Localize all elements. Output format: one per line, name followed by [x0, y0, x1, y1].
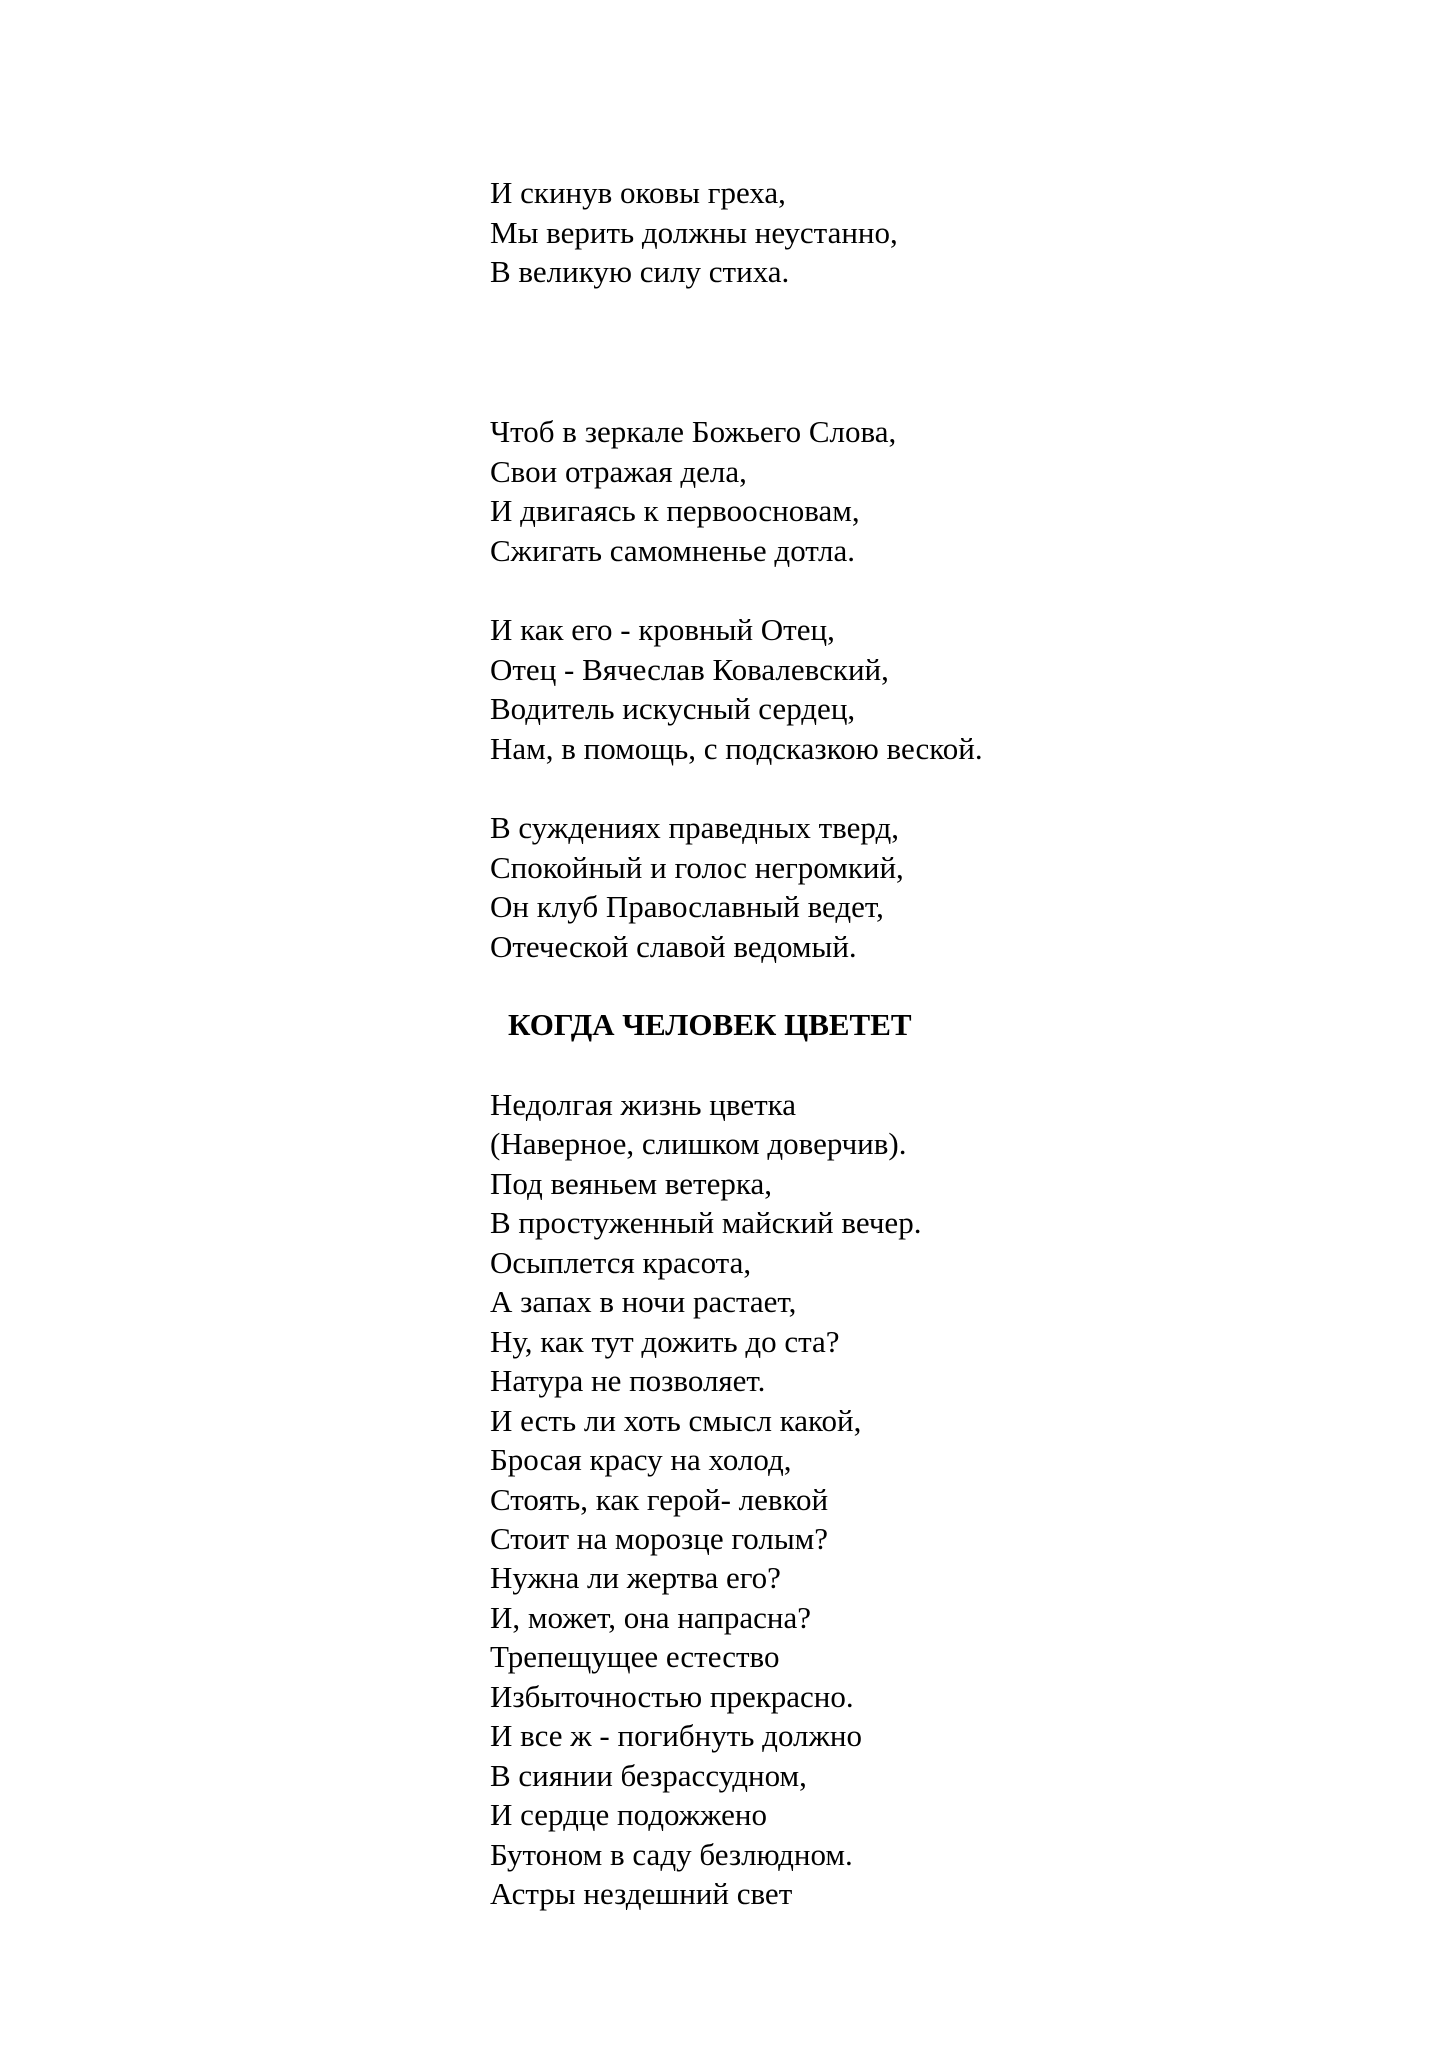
poem-body [490, 1085, 1390, 1914]
poem-line: Под веяньем ветерка, [490, 1165, 772, 1201]
poem-line: Трепещущее естество [490, 1639, 780, 1675]
poem-line: Водитель искусный сердец, [490, 691, 856, 726]
poem-line: Свои отражая дела, [490, 453, 747, 489]
poem-line: В великую силу стиха. [490, 254, 790, 289]
stanza [490, 173, 1390, 292]
stanza [490, 808, 1390, 966]
poem-line: Сжигать самомненье дотла. [490, 532, 856, 568]
poem-line: Стоит на морозце голым? [490, 1520, 829, 1556]
poem-line: В простуженный майский вечер. [490, 1205, 922, 1241]
poem-line: Стоять, как герой- левкой [490, 1481, 829, 1517]
stanza [490, 412, 1390, 570]
poem-line: Осыплется красота, [490, 1244, 752, 1280]
poem-line: В суждениях праведных тверд, [490, 810, 899, 845]
poem-line: Нам, в помощь, с подсказкою веской. [490, 730, 983, 766]
poem-line: И, может, она напрасна? [490, 1599, 811, 1635]
poem-line: Отец - Вячеслав Ковалевский, [490, 651, 889, 687]
poem-line: И как его - кровный Отец, [490, 612, 835, 647]
poem-line: Бросая красу на холод, [490, 1442, 792, 1478]
poem-line: Он клуб Православный ведет, [490, 889, 884, 924]
poem-line: (Наверное, слишком доверчив). [490, 1126, 907, 1162]
poem-line: И есть ли хоть смысл какой, [490, 1402, 862, 1438]
poem-line: А запах в ночи растает, [490, 1284, 797, 1320]
poem-title: КОГДА ЧЕЛОВЕК ЦВЕТЕТ [508, 1007, 912, 1042]
poem-line: И сердце подожжено [490, 1797, 767, 1833]
poem-line: Астры нездешний свет [490, 1876, 793, 1912]
poem-line: Избыточностью прекрасно. [490, 1678, 854, 1714]
poem-line: Отеческой славой ведомый. [490, 928, 857, 964]
poem-line: И все ж - погибнуть должно [490, 1718, 863, 1754]
poem-line: Бутоном в саду безлюдном. [490, 1836, 853, 1872]
poem-line: Недолгая жизнь цветка [490, 1087, 796, 1122]
poem-line: Нужна ли жертва его? [490, 1560, 781, 1596]
poem-line: Мы верить должны неустанно, [490, 214, 898, 250]
poem-line: Спокойный и голос негромкий, [490, 849, 904, 885]
stanza [490, 610, 1390, 768]
poem-line: Ну, как тут дожить до ста? [490, 1323, 840, 1359]
poem-line: И скинув оковы греха, [490, 175, 786, 210]
poem-line: Чтоб в зеркале Божьего Слова, [490, 414, 897, 449]
poem-line: В сиянии безрассудном, [490, 1757, 807, 1793]
poem-line: Натура не позволяет. [490, 1363, 766, 1399]
poem-line: И двигаясь к первоосновам, [490, 493, 860, 528]
